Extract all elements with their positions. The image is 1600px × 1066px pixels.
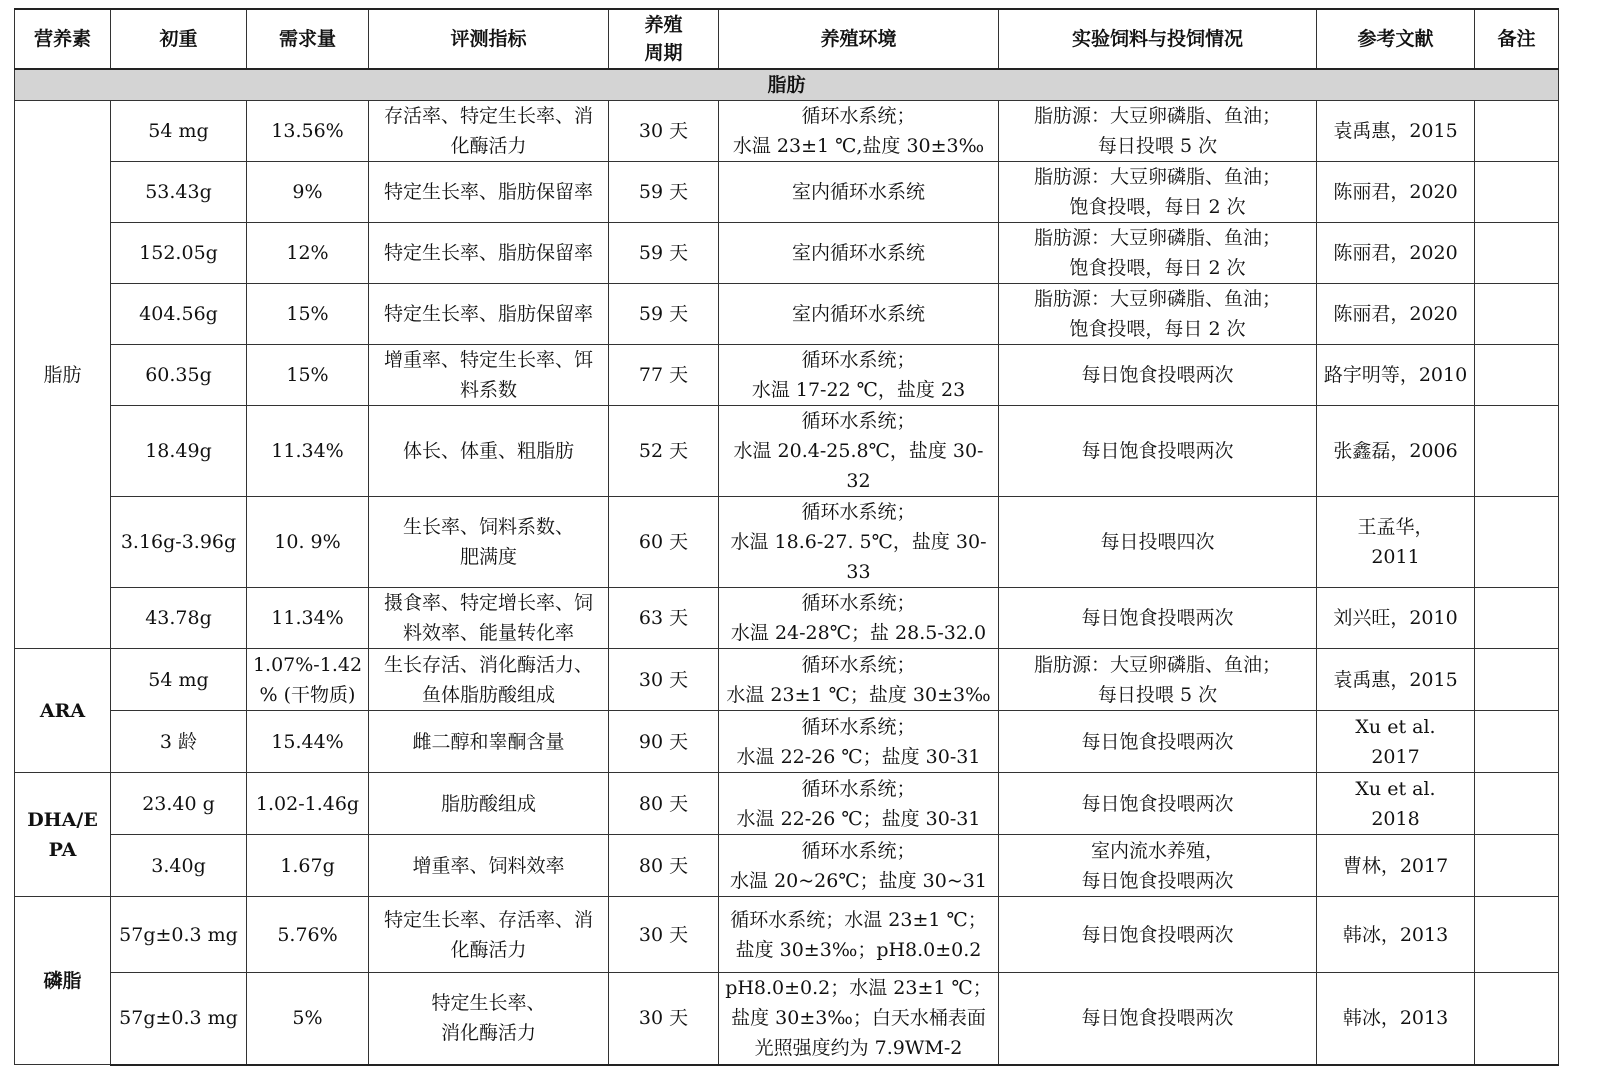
- note-cell: [1475, 711, 1559, 773]
- header-row: [15, 9, 1559, 69]
- header-nutrient: 营养素: [15, 9, 111, 69]
- reference-cell: 陈丽君，2020: [1317, 284, 1475, 345]
- environment-cell: 室内循环水系统: [719, 223, 999, 284]
- initial-weight-cell: 18.49g: [111, 406, 247, 497]
- header-reference: 参考文献: [1317, 9, 1475, 69]
- note-cell: [1475, 162, 1559, 223]
- period-cell: 59 天: [609, 223, 719, 284]
- note-cell: [1475, 897, 1559, 973]
- feed-cell: 每日饱食投喂两次: [999, 406, 1317, 497]
- note-cell: [1475, 649, 1559, 711]
- table-row: [15, 588, 1559, 649]
- initial-weight-cell: 3 龄: [111, 711, 247, 773]
- period-cell: 30 天: [609, 973, 719, 1065]
- environment-cell: 循环水系统； 水温 22-26 ℃；盐度 30-31: [719, 711, 999, 773]
- note-cell: [1475, 588, 1559, 649]
- feed-cell: 脂肪源：大豆卵磷脂、鱼油； 每日投喂 5 次: [999, 101, 1317, 162]
- period-cell: 77 天: [609, 345, 719, 406]
- note-cell: [1475, 345, 1559, 406]
- requirement-cell: 1.02-1.46g: [247, 773, 369, 835]
- reference-cell: 张鑫磊，2006: [1317, 406, 1475, 497]
- index-cell: 摄食率、特定增长率、饲 料效率、能量转化率: [369, 588, 609, 649]
- table-body: [15, 69, 1559, 1065]
- reference-cell: Xu et al. 2018: [1317, 773, 1475, 835]
- period-cell: 90 天: [609, 711, 719, 773]
- feed-cell: 每日饱食投喂两次: [999, 973, 1317, 1065]
- requirement-cell: 11.34%: [247, 406, 369, 497]
- index-cell: 特定生长率、脂肪保留率: [369, 162, 609, 223]
- reference-cell: 袁禹惠，2015: [1317, 649, 1475, 711]
- initial-weight-cell: 54 mg: [111, 649, 247, 711]
- table-row: [15, 223, 1559, 284]
- index-cell: 增重率、饲料效率: [369, 835, 609, 897]
- requirement-cell: 1.67g: [247, 835, 369, 897]
- index-cell: 雌二醇和睾酮含量: [369, 711, 609, 773]
- header-initial-weight: 初重: [111, 9, 247, 69]
- environment-cell: pH8.0±0.2；水温 23±1 ℃； 盐度 30±3‰；白天水桶表面 光照强度约为 7.9WM-2: [719, 973, 999, 1065]
- section-row: [15, 69, 1559, 101]
- feed-cell: 脂肪源：大豆卵磷脂、鱼油； 饱食投喂，每日 2 次: [999, 223, 1317, 284]
- initial-weight-cell: 3.40g: [111, 835, 247, 897]
- reference-cell: 袁禹惠，2015: [1317, 101, 1475, 162]
- reference-cell: 韩冰，2013: [1317, 973, 1475, 1065]
- index-cell: 特定生长率、 消化酶活力: [369, 973, 609, 1065]
- initial-weight-cell: 57g±0.3 mg: [111, 973, 247, 1065]
- period-cell: 59 天: [609, 284, 719, 345]
- index-cell: 特定生长率、存活率、消 化酶活力: [369, 897, 609, 973]
- reference-cell: 曹林，2017: [1317, 835, 1475, 897]
- index-cell: 存活率、特定生长率、消 化酶活力: [369, 101, 609, 162]
- environment-cell: 循环水系统； 水温 22-26 ℃；盐度 30-31: [719, 773, 999, 835]
- feed-cell: 每日投喂四次: [999, 497, 1317, 588]
- environment-cell: 室内循环水系统: [719, 162, 999, 223]
- requirement-cell: 1.07%-1.42 % (干物质): [247, 649, 369, 711]
- reference-cell: 韩冰，2013: [1317, 897, 1475, 973]
- requirement-cell: 12%: [247, 223, 369, 284]
- requirement-cell: 5%: [247, 973, 369, 1065]
- reference-cell: 路宇明等，2010: [1317, 345, 1475, 406]
- index-cell: 体长、体重、粗脂肪: [369, 406, 609, 497]
- header-index: 评测指标: [369, 9, 609, 69]
- feed-cell: 脂肪源：大豆卵磷脂、鱼油； 每日投喂 5 次: [999, 649, 1317, 711]
- header-requirement: 需求量: [247, 9, 369, 69]
- environment-cell: 循环水系统； 水温 17-22 ℃，盐度 23: [719, 345, 999, 406]
- feed-cell: 室内流水养殖， 每日饱食投喂两次: [999, 835, 1317, 897]
- period-cell: 80 天: [609, 773, 719, 835]
- environment-cell: 循环水系统；水温 23±1 ℃； 盐度 30±3‰；pH8.0±0.2: [719, 897, 999, 973]
- index-cell: 增重率、特定生长率、饵 料系数: [369, 345, 609, 406]
- index-cell: 脂肪酸组成: [369, 773, 609, 835]
- nutrient-cell: 磷脂: [15, 897, 111, 1065]
- index-cell: 特定生长率、脂肪保留率: [369, 223, 609, 284]
- initial-weight-cell: 54 mg: [111, 101, 247, 162]
- requirement-cell: 15%: [247, 345, 369, 406]
- feed-cell: 每日饱食投喂两次: [999, 897, 1317, 973]
- index-cell: 生长率、饲料系数、 肥满度: [369, 497, 609, 588]
- index-cell: 生长存活、消化酶活力、 鱼体脂肪酸组成: [369, 649, 609, 711]
- table-row: [15, 162, 1559, 223]
- requirement-cell: 5.76%: [247, 897, 369, 973]
- initial-weight-cell: 60.35g: [111, 345, 247, 406]
- note-cell: [1475, 835, 1559, 897]
- requirement-cell: 15%: [247, 284, 369, 345]
- note-cell: [1475, 773, 1559, 835]
- header-environment: 养殖环境: [719, 9, 999, 69]
- header-feed: 实验饲料与投饲情况: [999, 9, 1317, 69]
- initial-weight-cell: 152.05g: [111, 223, 247, 284]
- feed-cell: 脂肪源：大豆卵磷脂、鱼油； 饱食投喂，每日 2 次: [999, 284, 1317, 345]
- period-cell: 30 天: [609, 101, 719, 162]
- environment-cell: 循环水系统； 水温 20~26℃；盐度 30~31: [719, 835, 999, 897]
- feed-cell: 每日饱食投喂两次: [999, 345, 1317, 406]
- requirement-cell: 9%: [247, 162, 369, 223]
- nutrient-requirements-table: [14, 8, 1559, 1066]
- period-cell: 60 天: [609, 497, 719, 588]
- section-title: 脂肪: [15, 69, 1559, 101]
- reference-cell: 刘兴旺，2010: [1317, 588, 1475, 649]
- reference-cell: 王孟华， 2011: [1317, 497, 1475, 588]
- environment-cell: 室内循环水系统: [719, 284, 999, 345]
- feed-cell: 每日饱食投喂两次: [999, 588, 1317, 649]
- feed-cell: 脂肪源：大豆卵磷脂、鱼油； 饱食投喂，每日 2 次: [999, 162, 1317, 223]
- requirement-cell: 10. 9%: [247, 497, 369, 588]
- note-cell: [1475, 497, 1559, 588]
- reference-cell: Xu et al. 2017: [1317, 711, 1475, 773]
- note-cell: [1475, 406, 1559, 497]
- note-cell: [1475, 284, 1559, 345]
- nutrient-cell: 脂肪: [15, 101, 111, 649]
- table-row: [15, 897, 1559, 973]
- header-note: 备注: [1475, 9, 1559, 69]
- initial-weight-cell: 3.16g-3.96g: [111, 497, 247, 588]
- environment-cell: 循环水系统； 水温 23±1 ℃；盐度 30±3‰: [719, 649, 999, 711]
- initial-weight-cell: 404.56g: [111, 284, 247, 345]
- feed-cell: 每日饱食投喂两次: [999, 711, 1317, 773]
- header-period: 养殖 周期: [609, 9, 719, 69]
- table-row: [15, 711, 1559, 773]
- period-cell: 30 天: [609, 897, 719, 973]
- environment-cell: 循环水系统； 水温 23±1 ℃,盐度 30±3‰: [719, 101, 999, 162]
- note-cell: [1475, 223, 1559, 284]
- table-row: [15, 773, 1559, 835]
- environment-cell: 循环水系统； 水温 18.6-27. 5℃，盐度 30-33: [719, 497, 999, 588]
- period-cell: 59 天: [609, 162, 719, 223]
- initial-weight-cell: 43.78g: [111, 588, 247, 649]
- period-cell: 80 天: [609, 835, 719, 897]
- table-row: [15, 649, 1559, 711]
- feed-cell: 每日饱食投喂两次: [999, 773, 1317, 835]
- requirement-cell: 11.34%: [247, 588, 369, 649]
- requirement-cell: 15.44%: [247, 711, 369, 773]
- initial-weight-cell: 23.40 g: [111, 773, 247, 835]
- table-row: [15, 497, 1559, 588]
- table-row: [15, 973, 1559, 1065]
- reference-cell: 陈丽君，2020: [1317, 162, 1475, 223]
- initial-weight-cell: 53.43g: [111, 162, 247, 223]
- table-row: [15, 284, 1559, 345]
- environment-cell: 循环水系统； 水温 20.4-25.8℃，盐度 30-32: [719, 406, 999, 497]
- index-cell: 特定生长率、脂肪保留率: [369, 284, 609, 345]
- period-cell: 52 天: [609, 406, 719, 497]
- period-cell: 30 天: [609, 649, 719, 711]
- period-cell: 63 天: [609, 588, 719, 649]
- table-row: [15, 345, 1559, 406]
- initial-weight-cell: 57g±0.3 mg: [111, 897, 247, 973]
- note-cell: [1475, 101, 1559, 162]
- table-row: [15, 406, 1559, 497]
- table-row: [15, 835, 1559, 897]
- nutrient-cell: DHA/E PA: [15, 773, 111, 897]
- table-row: [15, 101, 1559, 162]
- environment-cell: 循环水系统； 水温 24-28℃；盐 28.5-32.0: [719, 588, 999, 649]
- note-cell: [1475, 973, 1559, 1065]
- reference-cell: 陈丽君，2020: [1317, 223, 1475, 284]
- nutrient-cell: ARA: [15, 649, 111, 773]
- requirement-cell: 13.56%: [247, 101, 369, 162]
